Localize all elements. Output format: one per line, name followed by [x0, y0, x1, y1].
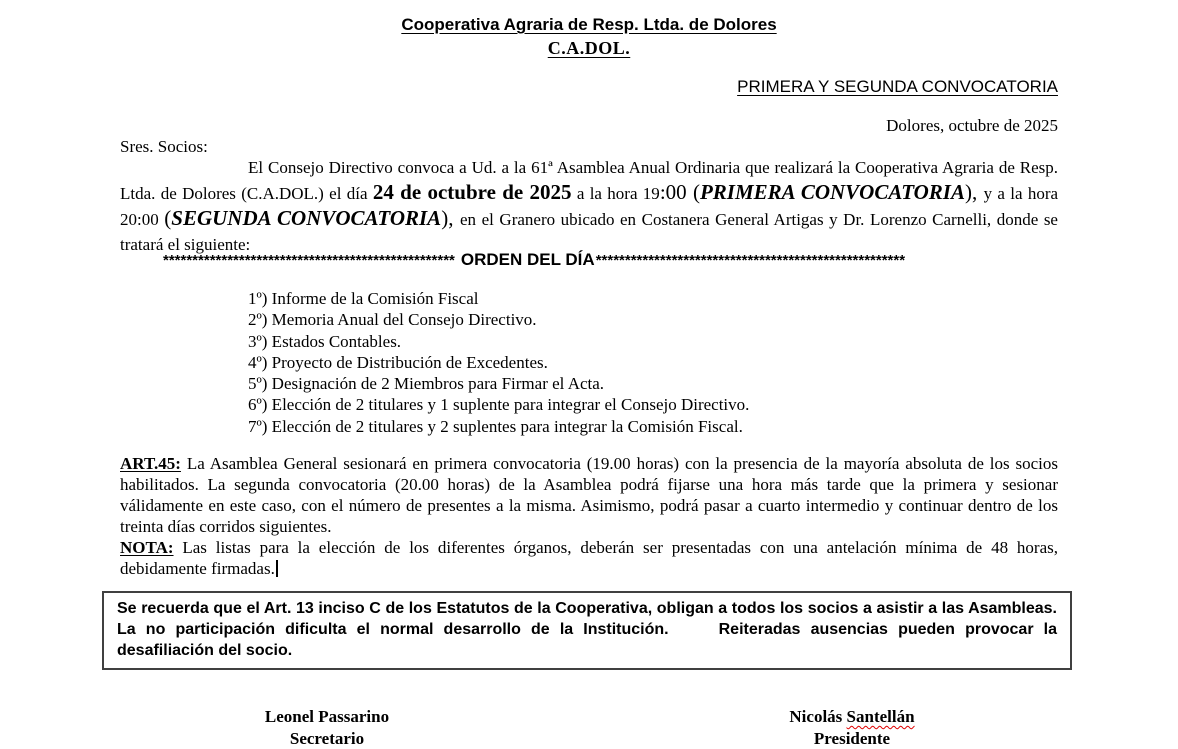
notice-text-part1: Se recuerda que el Art. 13 inciso C de los Estatutos de la Cooperativa, obligan a todos los socios a asistir a las Asambleas. La no participación dificulta el normal desarrollo de la Institución.	[117, 600, 1057, 638]
agenda-item: 1º) Informe de la Comisión Fiscal	[248, 289, 479, 308]
secretary-name: Leonel Passarino	[264, 707, 390, 726]
convocatoria-heading: PRIMERA Y SEGUNDA CONVOCATORIA	[737, 77, 1058, 96]
notice-box	[102, 591, 1072, 670]
intro-run: :00 (	[659, 180, 700, 204]
art45-label: ART.45:	[120, 454, 181, 473]
intro-run: a la hora 19	[571, 184, 660, 203]
agenda-item: 2º) Memoria Anual del Consejo Directivo.	[248, 310, 537, 330]
rules-block	[120, 453, 1058, 579]
document-title: Cooperativa Agraria de Resp. Ltda. de Dolores	[401, 15, 777, 34]
intro-paragraph	[120, 155, 1058, 257]
first-call-label: PRIMERA CONVOCATORIA	[699, 180, 965, 204]
second-call-label: SEGUNDA CONVOCATORIA	[171, 206, 442, 230]
divider-stars-left: **************************************************	[163, 252, 455, 269]
agenda-list	[248, 288, 749, 437]
spellcheck-flagged-word: Santellán	[846, 707, 915, 726]
agenda-item: 3º) Estados Contables.	[248, 331, 402, 351]
signature-secretary	[217, 706, 437, 749]
art45-paragraph	[120, 453, 1058, 537]
intro-run: ),	[965, 180, 984, 204]
agenda-heading: ORDEN DEL DÍA	[460, 250, 595, 269]
intro-run: El Consejo Directivo convoca a Ud. a la 61ª Asamblea Anual Ordinaria que realizará la Cooperativa Agraria de Resp. Ltda. de Dolores (C.A.DOL.) el día	[120, 158, 1058, 203]
salutation: Sres. Socios:	[120, 137, 208, 156]
agenda-item: 4º) Proyecto de Distribución de Excedentes.	[248, 352, 548, 372]
president-first-name: Nicolás	[789, 707, 847, 726]
signature-president	[742, 706, 962, 749]
agenda-divider	[163, 250, 905, 270]
nota-text: Las listas para la elección de los diferentes órganos, deberán ser presentadas con una antelación mínima de 48 horas, debidamente firmadas.	[120, 538, 1058, 578]
nota-paragraph	[120, 537, 1058, 579]
president-role: Presidente	[813, 728, 891, 748]
intro-run: ),	[441, 206, 460, 230]
agenda-item: 7º) Elección de 2 titulares y 2 suplentes para integrar la Comisión Fiscal.	[248, 416, 743, 436]
intro-run: (	[164, 206, 172, 230]
nota-label: NOTA:	[120, 538, 174, 557]
divider-stars-right: *****************************************************	[595, 252, 906, 269]
assembly-date: 24 de octubre de 2025	[372, 180, 572, 204]
dateline: Dolores, octubre de 2025	[886, 116, 1058, 135]
secretary-role: Secretario	[289, 728, 365, 748]
president-name	[742, 706, 962, 728]
art45-text: La Asamblea General sesionará en primera convocatoria (19.00 horas) con la presencia de la mayoría absoluta de los socios habilitados. La segunda convocatoria (20.00 horas) de la Asamblea podrá fijarse una hora más tarde que la primera y sesionar válidamente en este caso, con el número de presentes a la misma. Asimismo, podrá pasar a cuarto intermedio y continuar dentro de los treinta días corridos siguientes.	[120, 454, 1058, 536]
agenda-item: 5º) Designación de 2 Miembros para Firmar el Acta.	[248, 374, 605, 394]
text-cursor	[276, 560, 278, 577]
intro-run: en el Granero ubicado en Costanera General Artigas y Dr. Lorenzo Carnelli, donde se tratará el siguiente:	[120, 210, 1058, 254]
document-subtitle: C.A.DOL.	[547, 38, 631, 58]
intro-run: y a la hora 20:00	[120, 184, 1059, 229]
notice-text-part2: Reiteradas ausencias pueden provocar la desafiliación del socio.	[117, 621, 1058, 659]
agenda-item: 6º) Elección de 2 titulares y 1 suplente para integrar el Consejo Directivo.	[248, 395, 750, 415]
